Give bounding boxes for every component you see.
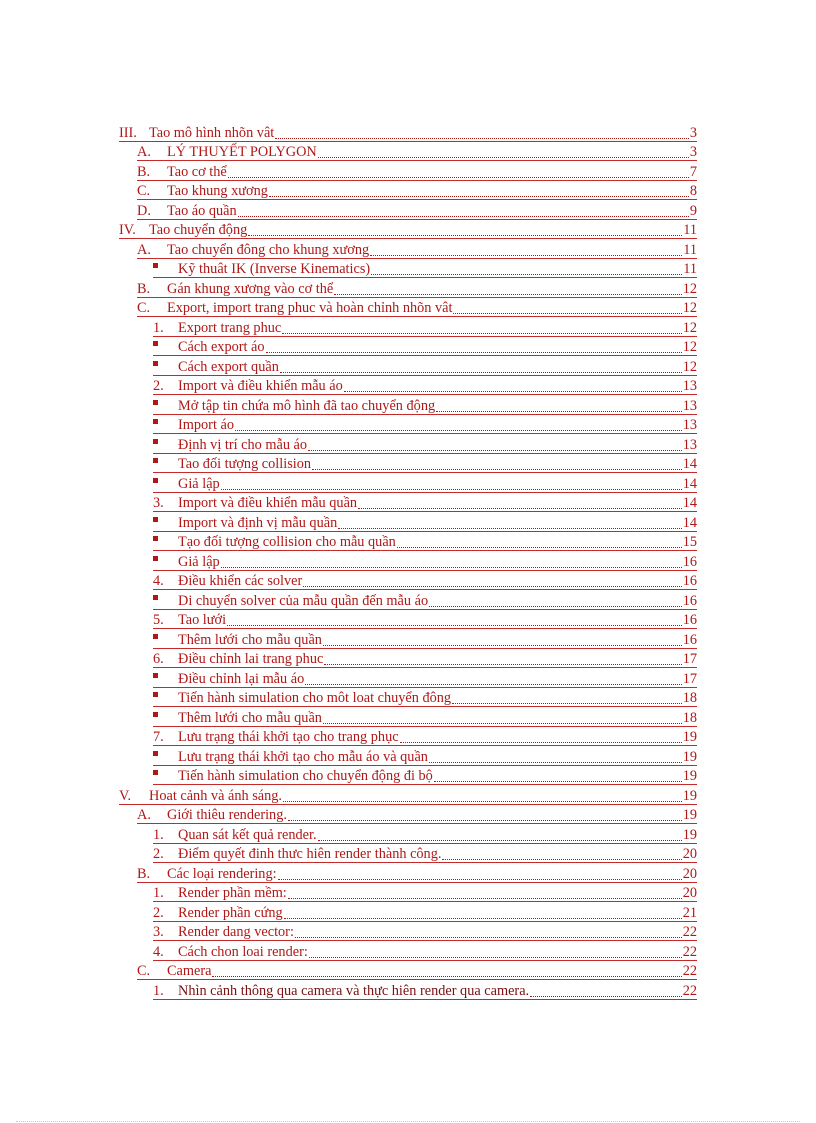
square-bullet-icon — [153, 339, 172, 355]
toc-entry-title: Tiến hành simulation cho chuyển động đi bộ — [178, 768, 433, 784]
toc-entry-title: Export trang phuc — [178, 319, 282, 336]
page-bottom-border — [16, 1121, 800, 1122]
toc-entry-page-number: 21 — [682, 904, 697, 921]
dot-leader — [284, 907, 682, 921]
toc-entry-title: Di chuyển solver của mẫu quần đến mẫu áo — [178, 592, 429, 609]
toc-entry-number: 7. — [153, 729, 164, 745]
toc-entry-number: 3. — [153, 495, 164, 511]
toc-entry[interactable] — [153, 571, 697, 591]
dot-leader — [324, 653, 681, 667]
square-bullet-icon — [153, 476, 172, 492]
toc-entry-number: 1. — [153, 826, 164, 843]
toc-entry[interactable] — [153, 883, 697, 903]
dot-leader — [371, 263, 682, 277]
toc-entry[interactable] — [153, 473, 697, 493]
toc-entry-number: C. — [137, 183, 151, 199]
toc-entry-page-number: 20 — [682, 885, 697, 901]
toc-entry-title: Mở tập tin chứa mô hình đã tao chuyển động — [178, 397, 436, 414]
toc-entry[interactable] — [153, 649, 697, 669]
dot-leader — [400, 731, 682, 745]
dot-leader — [323, 634, 682, 648]
toc-entry-number: 2. — [153, 846, 164, 862]
square-bullet-icon — [153, 712, 158, 717]
dot-leader — [283, 790, 682, 804]
dot-leader — [309, 946, 682, 960]
toc-entry-page-number: 12 — [682, 280, 697, 297]
toc-entry-page-number: 12 — [682, 300, 697, 316]
toc-entry[interactable] — [153, 610, 697, 630]
toc-entry-title: Import và điều khiển mẫu quần — [178, 495, 358, 511]
toc-entry[interactable] — [119, 220, 697, 240]
dot-leader — [429, 595, 682, 609]
square-bullet-icon — [153, 398, 172, 414]
dot-leader — [429, 751, 682, 765]
toc-entry-title: Nhìn cảnh thông qua camera và thực hiên render qua camera. — [178, 982, 530, 999]
toc-entry-page-number: 7 — [689, 163, 697, 180]
toc-entry-page-number: 19 — [682, 807, 697, 823]
toc-entry-title: Gán khung xương vào cơ thể — [167, 280, 334, 297]
toc-entry-title: Tạo đối tượng collision cho mẫu quần — [178, 534, 396, 550]
toc-entry-number: 4. — [153, 573, 164, 589]
square-bullet-icon — [153, 517, 158, 522]
toc-entry-page-number: 17 — [682, 651, 697, 667]
dot-leader — [269, 185, 689, 199]
toc-entry-title: Tao lưới — [178, 612, 227, 628]
dot-leader — [530, 985, 682, 999]
dot-leader — [323, 712, 682, 726]
toc-entry[interactable] — [153, 493, 697, 513]
square-bullet-icon — [153, 263, 158, 268]
toc-entry[interactable] — [153, 844, 697, 864]
toc-entry-title: Lưu trạng thái khởi tạo cho mẫu áo và quần — [178, 748, 428, 765]
square-bullet-icon — [153, 456, 172, 472]
dot-leader — [235, 419, 682, 433]
toc-entry-page-number: 12 — [682, 339, 697, 355]
dot-leader — [318, 829, 682, 843]
square-bullet-icon — [153, 515, 172, 531]
toc-entry[interactable] — [153, 668, 697, 688]
toc-entry[interactable] — [153, 415, 697, 435]
square-bullet-icon — [153, 749, 172, 765]
dot-leader — [318, 146, 689, 160]
square-bullet-icon — [153, 419, 158, 424]
toc-entry-page-number: 14 — [682, 514, 697, 531]
toc-entry[interactable] — [153, 356, 697, 376]
dot-leader — [358, 497, 682, 511]
square-bullet-icon — [153, 690, 172, 706]
toc-entry[interactable] — [153, 707, 697, 727]
toc-entry-title: Import và định vị mẫu quần — [178, 514, 338, 531]
dot-leader — [227, 614, 682, 628]
square-bullet-icon — [153, 534, 172, 550]
toc-entry[interactable] — [137, 298, 697, 318]
square-bullet-icon — [153, 768, 172, 784]
toc-entry-number: 1. — [153, 885, 164, 901]
toc-entry-number: A. — [137, 241, 151, 258]
toc-entry-title: Giả lập — [178, 475, 220, 492]
toc-entry-page-number: 13 — [682, 397, 697, 414]
toc-entry[interactable] — [137, 181, 697, 201]
toc-entry[interactable] — [137, 239, 697, 259]
toc-entry-title: Giả lập — [178, 553, 220, 570]
square-bullet-icon — [153, 710, 172, 726]
dot-leader — [436, 400, 682, 414]
toc-entry[interactable] — [153, 395, 697, 415]
toc-entry-page-number: 16 — [682, 553, 697, 570]
dot-leader — [334, 283, 682, 297]
toc-entry-number: B. — [137, 163, 151, 180]
toc-entry[interactable] — [119, 785, 697, 805]
toc-entry-title: Render phần cứng — [178, 904, 283, 921]
dot-leader — [303, 575, 681, 589]
dot-leader — [295, 926, 682, 940]
square-bullet-icon — [153, 634, 158, 639]
toc-entry-page-number: 11 — [683, 241, 697, 258]
toc-entry-title: LÝ THUYẾT POLYGON — [167, 144, 317, 160]
dot-leader — [228, 166, 689, 180]
square-bullet-icon — [153, 439, 158, 444]
toc-entry-number: 5. — [153, 612, 164, 628]
toc-entry-title: Định vị trí cho mẫu áo — [178, 436, 308, 453]
toc-entry-page-number: 3 — [689, 144, 697, 160]
toc-entry-page-number: 11 — [683, 222, 697, 238]
toc-entry-page-number: 19 — [682, 748, 697, 765]
dot-leader — [282, 322, 681, 336]
toc-entry[interactable] — [119, 122, 697, 142]
square-bullet-icon — [153, 478, 158, 483]
square-bullet-icon — [153, 359, 172, 375]
toc-entry[interactable] — [153, 337, 697, 357]
toc-entry-number: 1. — [153, 982, 164, 999]
toc-entry-title: Tao chuyển động — [149, 222, 248, 238]
toc-entry[interactable] — [153, 902, 697, 922]
toc-entry-page-number: 16 — [682, 573, 697, 589]
dot-leader — [288, 887, 682, 901]
dot-leader — [275, 127, 689, 141]
toc-entry[interactable] — [137, 200, 697, 220]
toc-entry-title: Tiến hành simulation cho môt loat chuyển đông — [178, 690, 452, 706]
toc-entry-page-number: 13 — [682, 436, 697, 453]
dot-leader — [452, 692, 682, 706]
toc-entry-page-number: 14 — [682, 495, 697, 511]
toc-entry[interactable] — [153, 512, 697, 532]
toc-entry-page-number: 8 — [689, 183, 697, 199]
square-bullet-icon — [153, 770, 158, 775]
toc-entry-title: Điều khiển các solver — [178, 573, 303, 589]
toc-entry-page-number: 22 — [682, 924, 697, 940]
toc-entry-number: 4. — [153, 943, 164, 960]
toc-entry-number: C. — [137, 963, 151, 979]
toc-entry-title: Điểm quyết đinh thưc hiên render thành công. — [178, 846, 442, 862]
toc-entry[interactable] — [137, 805, 697, 825]
square-bullet-icon — [153, 673, 158, 678]
dot-leader — [212, 965, 681, 979]
square-bullet-icon — [153, 671, 172, 687]
toc-entry[interactable] — [153, 434, 697, 454]
square-bullet-icon — [153, 692, 158, 697]
toc-entry-title: Cách export áo — [178, 339, 265, 355]
toc-entry-title: Export, import trang phuc và hoàn chỉnh nhõn vât — [167, 300, 453, 316]
toc-entry[interactable] — [137, 278, 697, 298]
toc-entry[interactable] — [153, 922, 697, 942]
dot-leader — [305, 673, 681, 687]
toc-entry-title: Render phần mềm: — [178, 885, 287, 901]
toc-entry-number: B. — [137, 865, 151, 882]
toc-entry-page-number: 14 — [682, 456, 697, 472]
toc-entry-number: 2. — [153, 378, 164, 394]
toc-entry-page-number: 22 — [682, 963, 697, 979]
dot-leader — [338, 517, 681, 531]
toc-entry[interactable] — [153, 688, 697, 708]
toc-entry[interactable] — [153, 980, 697, 1000]
toc-entry-title: Kỹ thuât IK (Inverse Kinematics) — [178, 261, 371, 277]
toc-entry-number: IV. — [119, 222, 136, 238]
square-bullet-icon — [153, 554, 172, 570]
toc-entry-page-number: 14 — [682, 475, 697, 492]
toc-entry[interactable] — [153, 590, 697, 610]
square-bullet-icon — [153, 593, 172, 609]
square-bullet-icon — [153, 751, 158, 756]
toc-entry-page-number: 19 — [682, 826, 697, 843]
toc-entry-number: 2. — [153, 904, 164, 921]
toc-entry-title: Tao áo quần — [167, 202, 237, 219]
square-bullet-icon — [153, 361, 158, 366]
toc-entry-page-number: 22 — [682, 982, 697, 999]
toc-entry[interactable] — [153, 727, 697, 747]
square-bullet-icon — [153, 437, 172, 453]
toc-entry-page-number: 12 — [682, 319, 697, 336]
toc-entry[interactable] — [153, 941, 697, 961]
toc-entry-page-number: 13 — [682, 417, 697, 433]
toc-entry-page-number: 19 — [682, 768, 697, 784]
square-bullet-icon — [153, 595, 158, 600]
dot-leader — [397, 536, 682, 550]
toc-entry-page-number: 15 — [682, 534, 697, 550]
toc-entry-page-number: 20 — [682, 865, 697, 882]
toc-entry-page-number: 3 — [689, 124, 697, 141]
square-bullet-icon — [153, 341, 158, 346]
toc-entry-page-number: 16 — [682, 592, 697, 609]
toc-entry-number: 3. — [153, 924, 164, 940]
toc-entry[interactable] — [153, 454, 697, 474]
dot-leader — [344, 380, 682, 394]
toc-entry-page-number: 20 — [682, 846, 697, 862]
toc-entry-title: Render dang vector: — [178, 924, 294, 940]
dot-leader — [221, 556, 682, 570]
toc-entry-title: Quan sát kết quả render. — [178, 826, 317, 843]
dot-leader — [308, 439, 682, 453]
toc-entry-page-number: 11 — [683, 261, 697, 277]
toc-entry-title: Điều chỉnh lại mẫu áo — [178, 670, 305, 687]
dot-leader — [238, 205, 689, 219]
square-bullet-icon — [153, 261, 172, 277]
dot-leader — [312, 458, 682, 472]
toc-entry[interactable] — [137, 863, 697, 883]
toc-entry[interactable] — [137, 961, 697, 981]
toc-entry-title: Thêm lưới cho mẫu quần — [178, 709, 322, 726]
square-bullet-icon — [153, 417, 172, 433]
toc-entry[interactable] — [153, 766, 697, 786]
toc-entry[interactable] — [137, 142, 697, 162]
toc-entry-page-number: 13 — [682, 378, 697, 394]
toc-entry-title: Giới thiêu rendering. — [167, 807, 287, 823]
square-bullet-icon — [153, 458, 158, 463]
toc-entry-title: Tao đối tượng collision — [178, 456, 312, 472]
toc-entry-title: Thêm lưới cho mẫu quần — [178, 631, 322, 648]
toc-entry-number: V. — [119, 787, 132, 804]
toc-entry-page-number: 9 — [689, 202, 697, 219]
square-bullet-icon — [153, 632, 172, 648]
toc-entry-page-number: 16 — [682, 612, 697, 628]
dot-leader — [370, 244, 682, 258]
toc-entry-number: 1. — [153, 319, 164, 336]
square-bullet-icon — [153, 400, 158, 405]
toc-entry-title: Tao mô hình nhõn vât — [149, 124, 275, 141]
toc-entry-page-number: 19 — [682, 787, 697, 804]
dot-leader — [442, 848, 681, 862]
toc-entry[interactable] — [153, 532, 697, 552]
dot-leader — [221, 478, 682, 492]
toc-entry[interactable] — [153, 259, 697, 279]
dot-leader — [288, 809, 682, 823]
dot-leader — [453, 302, 681, 316]
toc-entry-page-number: 19 — [682, 729, 697, 745]
toc-entry-number: D. — [137, 202, 151, 219]
toc-entry-title: Camera — [167, 963, 212, 979]
toc-entry-number: C. — [137, 300, 151, 316]
toc-entry-title: Tao chuyển đông cho khung xương — [167, 241, 370, 258]
square-bullet-icon — [153, 556, 158, 561]
toc-entry-page-number: 17 — [682, 670, 697, 687]
toc-entry-title: Các loại rendering: — [167, 865, 277, 882]
toc-entry-title: Import và điều khiển mẫu áo — [178, 378, 343, 394]
toc-entry-title: Cách export quần — [178, 358, 279, 375]
toc-entry-page-number: 18 — [682, 690, 697, 706]
toc-entry-number: B. — [137, 280, 151, 297]
toc-entry-title: Điều chỉnh lai trang phuc — [178, 651, 324, 667]
toc-entry-title: Tao cơ thể — [167, 163, 227, 180]
toc-entry-title: Tao khung xương — [167, 183, 268, 199]
dot-leader — [248, 224, 682, 238]
dot-leader — [280, 361, 682, 375]
dot-leader — [266, 341, 682, 355]
square-bullet-icon — [153, 536, 158, 541]
toc-entry-page-number: 16 — [682, 631, 697, 648]
dot-leader — [434, 770, 682, 784]
toc-entry[interactable] — [153, 629, 697, 649]
toc-entry-number: 6. — [153, 651, 164, 667]
toc-entry-number: A. — [137, 807, 151, 823]
toc-entry-page-number: 18 — [682, 709, 697, 726]
toc-entry-page-number: 12 — [682, 358, 697, 375]
toc-entry[interactable] — [137, 161, 697, 181]
toc-entry-title: Cách chon loai render: — [178, 943, 308, 960]
toc-entry-title: Hoat cảnh và ánh sáng. — [149, 787, 282, 804]
toc-entry-number: A. — [137, 144, 151, 160]
toc-entry[interactable] — [153, 376, 697, 396]
table-of-contents — [119, 122, 697, 1000]
toc-entry-page-number: 22 — [682, 943, 697, 960]
toc-entry-title: Import áo — [178, 417, 234, 433]
toc-entry[interactable] — [153, 551, 697, 571]
toc-entry-number: III. — [119, 124, 137, 141]
toc-entry[interactable] — [153, 746, 697, 766]
toc-entry[interactable] — [153, 824, 697, 844]
dot-leader — [278, 868, 682, 882]
toc-entry-title: Lưu trạng thái khởi tạo cho trang phục — [178, 729, 399, 745]
toc-entry[interactable] — [153, 317, 697, 337]
